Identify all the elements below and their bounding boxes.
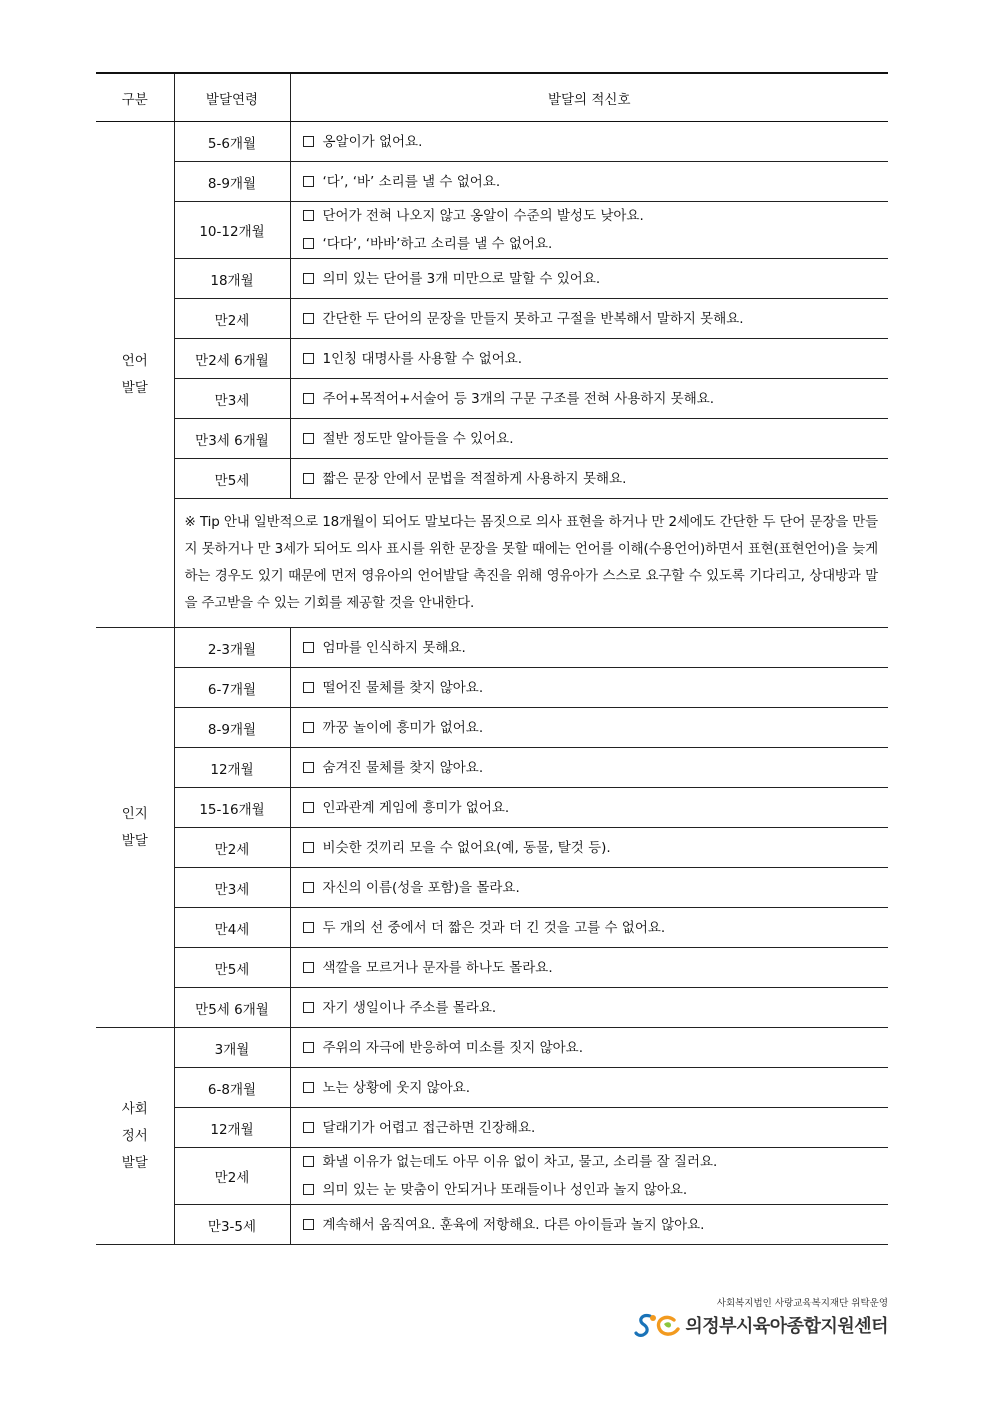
signal-text: 짧은 문장 안에서 문법을 적절하게 사용하지 못해요.	[322, 470, 627, 487]
signal-item	[303, 128, 889, 156]
signal-text: 엄마를 인식하지 못해요.	[322, 639, 466, 656]
signal-cell	[290, 868, 888, 908]
signal-text: 계속해서 움직여요. 훈육에 저항해요. 다른 아이들과 놀지 않아요.	[322, 1216, 705, 1233]
table-row	[96, 628, 888, 668]
signal-cell	[290, 1148, 888, 1205]
checkbox-icon	[303, 762, 314, 773]
signal-item	[303, 265, 889, 293]
checkbox-icon	[303, 882, 314, 893]
signal-item	[303, 1074, 889, 1102]
table-row	[96, 708, 888, 748]
signal-text: 단어가 전혀 나오지 않고 옹알이 수준의 발성도 낮아요.	[322, 208, 644, 224]
footer-tagline: 사회복지법인 사랑교육복지재단 위탁운영	[716, 1298, 888, 1309]
signal-item	[303, 874, 889, 902]
signal-cell	[290, 628, 888, 668]
signal-item	[303, 230, 889, 258]
table-row	[96, 379, 888, 419]
signal-item	[303, 202, 889, 230]
checkbox-icon	[303, 722, 314, 733]
section-1	[96, 628, 888, 1028]
category-label: 인지	[121, 805, 148, 822]
age-cell: 만2세 6개월	[174, 339, 290, 379]
checkbox-icon	[303, 642, 314, 653]
signal-text: 의미 있는 단어를 3개 미만으로 말할 수 있어요.	[322, 270, 601, 287]
section-0	[96, 122, 888, 628]
checkbox-icon	[303, 473, 314, 484]
tip-note: ※ Tip 안내 일반적으로 18개월이 되어도 말보다는 몸짓으로 의사 표현을 하거나 만 2세에도 간단한 두 단어 문장을 만들지 못하거나 만 3세가 되어도 의사 표시를 위한 문장을 못할 때에는 언어를 이해(수용언어)하면서 표현(표현언어)을 늦게 하는 경우도 있기 때문에 먼저 영유아의 언어발달 촉진을 위해 영유아가 스스로 요구할 수 있도록 기다리고, 상대방과 말을 주고받을 수 있는 기회를 제공할 것을 안내한다.	[174, 499, 888, 628]
category-label: 발달	[121, 832, 148, 849]
age-cell: 만3세 6개월	[174, 419, 290, 459]
age-cell: 만5세	[174, 948, 290, 988]
category-cell	[96, 628, 174, 1028]
signal-item	[303, 385, 889, 413]
table-row	[96, 868, 888, 908]
signal-item	[303, 914, 889, 942]
age-cell: 6-8개월	[174, 1068, 290, 1108]
age-cell: 만5세	[174, 459, 290, 499]
table-row	[96, 1028, 888, 1068]
signal-text: 화낼 이유가 없는데도 아무 이유 없이 차고, 물고, 소리를 잘 질러요.	[322, 1154, 718, 1170]
checkbox-icon	[303, 353, 314, 364]
age-cell: 만2세	[174, 1148, 290, 1205]
header-row	[96, 73, 888, 122]
signal-cell	[290, 1068, 888, 1108]
checkbox-icon	[303, 210, 314, 221]
table-row	[96, 459, 888, 499]
checkbox-icon	[303, 682, 314, 693]
signal-item	[303, 1034, 889, 1062]
signal-item	[303, 1148, 889, 1176]
category-cell	[96, 1028, 174, 1245]
signal-text: 노는 상황에 웃지 않아요.	[322, 1079, 471, 1096]
table-row	[96, 948, 888, 988]
signal-text: 인과관계 게임에 흥미가 없어요.	[322, 799, 510, 816]
tip-row	[96, 499, 888, 628]
section-2	[96, 1028, 888, 1245]
signal-cell	[290, 708, 888, 748]
signal-item	[303, 674, 889, 702]
table-row	[96, 122, 888, 162]
checkbox-icon	[303, 1002, 314, 1013]
age-cell: 8-9개월	[174, 708, 290, 748]
signal-text: 의미 있는 눈 맞춤이 안되거나 또래들이나 성인과 놀지 않아요.	[322, 1182, 688, 1198]
category-label: 언어	[121, 352, 148, 369]
checkbox-icon	[303, 1184, 314, 1195]
age-cell: 3개월	[174, 1028, 290, 1068]
age-cell: 12개월	[174, 748, 290, 788]
signal-text: 두 개의 선 중에서 더 짧은 것과 더 긴 것을 고를 수 없어요.	[322, 919, 666, 936]
signal-item	[303, 954, 889, 982]
header-signal: 발달의 적신호	[290, 73, 888, 122]
signal-text: 색깔을 모르거나 문자를 하나도 몰라요.	[322, 959, 553, 976]
signal-cell	[290, 162, 888, 202]
signal-text: ‘다’, ‘바’ 소리를 낼 수 없어요.	[322, 173, 501, 190]
signal-item	[303, 634, 889, 662]
signal-cell	[290, 259, 888, 299]
age-cell: 12개월	[174, 1108, 290, 1148]
signal-text: 간단한 두 단어의 문장을 만들지 못하고 구절을 반복해서 말하지 못해요.	[322, 310, 744, 327]
signal-text: 까꿍 놀이에 흥미가 없어요.	[322, 719, 484, 736]
checkbox-icon	[303, 238, 314, 249]
age-cell: 만3세	[174, 379, 290, 419]
signal-cell	[290, 379, 888, 419]
table-row	[96, 748, 888, 788]
signal-text: 주위의 자극에 반응하여 미소를 짓지 않아요.	[322, 1039, 583, 1056]
table-row	[96, 1205, 888, 1245]
signal-cell	[290, 122, 888, 162]
table-row	[96, 162, 888, 202]
age-cell: 만5세 6개월	[174, 988, 290, 1028]
signal-text: 비슷한 것끼리 모을 수 없어요(예, 동물, 탈것 등).	[322, 839, 611, 856]
signal-item	[303, 834, 889, 862]
table-row	[96, 908, 888, 948]
signal-cell	[290, 788, 888, 828]
signal-cell	[290, 948, 888, 988]
checkbox-icon	[303, 136, 314, 147]
signal-text: 자신의 이름(성을 포함)을 몰라요.	[322, 879, 520, 896]
signal-cell	[290, 1028, 888, 1068]
checkbox-icon	[303, 313, 314, 324]
signal-item	[303, 168, 889, 196]
signal-cell	[290, 202, 888, 259]
age-cell: 만4세	[174, 908, 290, 948]
age-cell: 만2세	[174, 299, 290, 339]
signal-cell	[290, 988, 888, 1028]
signal-text: 자기 생일이나 주소를 몰라요.	[322, 999, 497, 1016]
age-cell: 8-9개월	[174, 162, 290, 202]
age-cell: 만2세	[174, 828, 290, 868]
signal-item	[303, 345, 889, 373]
checkbox-icon	[303, 962, 314, 973]
table-row	[96, 1108, 888, 1148]
checkbox-icon	[303, 1082, 314, 1093]
signal-text: 숨겨진 물체를 찾지 않아요.	[322, 759, 484, 776]
center-name: 의정부시육아종합지원센터	[685, 1316, 888, 1337]
category-label: 발달	[121, 1154, 148, 1171]
signal-item	[303, 1211, 889, 1239]
table-row	[96, 788, 888, 828]
table-row	[96, 1068, 888, 1108]
checkbox-icon	[303, 802, 314, 813]
checkbox-icon	[303, 273, 314, 284]
age-cell: 5-6개월	[174, 122, 290, 162]
table-row	[96, 339, 888, 379]
checkbox-icon	[303, 1219, 314, 1230]
signal-item	[303, 1176, 889, 1204]
signal-cell	[290, 1205, 888, 1245]
checkbox-icon	[303, 433, 314, 444]
category-label: 사회	[121, 1100, 148, 1117]
table-row	[96, 668, 888, 708]
signal-cell	[290, 668, 888, 708]
checkbox-icon	[303, 393, 314, 404]
signal-cell	[290, 748, 888, 788]
signal-cell	[290, 459, 888, 499]
checkbox-icon	[303, 1042, 314, 1053]
signal-item	[303, 465, 889, 493]
development-warning-table	[96, 72, 888, 1245]
checkbox-icon	[303, 1122, 314, 1133]
category-label: 정서	[121, 1127, 148, 1144]
signal-text: ‘다다’, ‘바바’하고 소리를 낼 수 없어요.	[322, 236, 553, 252]
signal-item	[303, 794, 889, 822]
table-row	[96, 202, 888, 259]
signal-text: 달래기가 어렵고 접근하면 긴장해요.	[322, 1119, 536, 1136]
signal-item	[303, 994, 889, 1022]
signal-item	[303, 305, 889, 333]
signal-item	[303, 754, 889, 782]
table-row	[96, 419, 888, 459]
footer	[634, 1295, 888, 1340]
signal-text: 절반 정도만 알아들을 수 있어요.	[322, 430, 514, 447]
signal-text: 1인칭 대명사를 사용할 수 없어요.	[322, 350, 523, 367]
age-cell: 만3-5세	[174, 1205, 290, 1245]
table-row	[96, 828, 888, 868]
checkbox-icon	[303, 842, 314, 853]
checkbox-icon	[303, 176, 314, 187]
age-cell: 15-16개월	[174, 788, 290, 828]
header-age: 발달연령	[174, 73, 290, 122]
age-cell: 6-7개월	[174, 668, 290, 708]
age-cell: 10-12개월	[174, 202, 290, 259]
signal-cell	[290, 339, 888, 379]
checkbox-icon	[303, 922, 314, 933]
footer-brand	[634, 1310, 888, 1340]
category-cell	[96, 122, 174, 628]
age-cell: 18개월	[174, 259, 290, 299]
table-row	[96, 259, 888, 299]
signal-item	[303, 425, 889, 453]
age-cell: 2-3개월	[174, 628, 290, 668]
table-row	[96, 988, 888, 1028]
signal-text: 떨어진 물체를 찾지 않아요.	[322, 679, 484, 696]
signal-item	[303, 1114, 889, 1142]
signal-item	[303, 714, 889, 742]
age-cell: 만3세	[174, 868, 290, 908]
signal-cell	[290, 828, 888, 868]
signal-cell	[290, 419, 888, 459]
category-label: 발달	[121, 379, 148, 396]
header-category: 구분	[96, 73, 174, 122]
center-logo-icon	[634, 1310, 682, 1340]
signal-cell	[290, 1108, 888, 1148]
table-row	[96, 299, 888, 339]
signal-cell	[290, 299, 888, 339]
checkbox-icon	[303, 1156, 314, 1167]
table-row	[96, 1148, 888, 1205]
signal-text: 주어+목적어+서술어 등 3개의 구문 구조를 전혀 사용하지 못해요.	[322, 390, 715, 407]
signal-cell	[290, 908, 888, 948]
signal-text: 옹알이가 없어요.	[322, 133, 423, 150]
